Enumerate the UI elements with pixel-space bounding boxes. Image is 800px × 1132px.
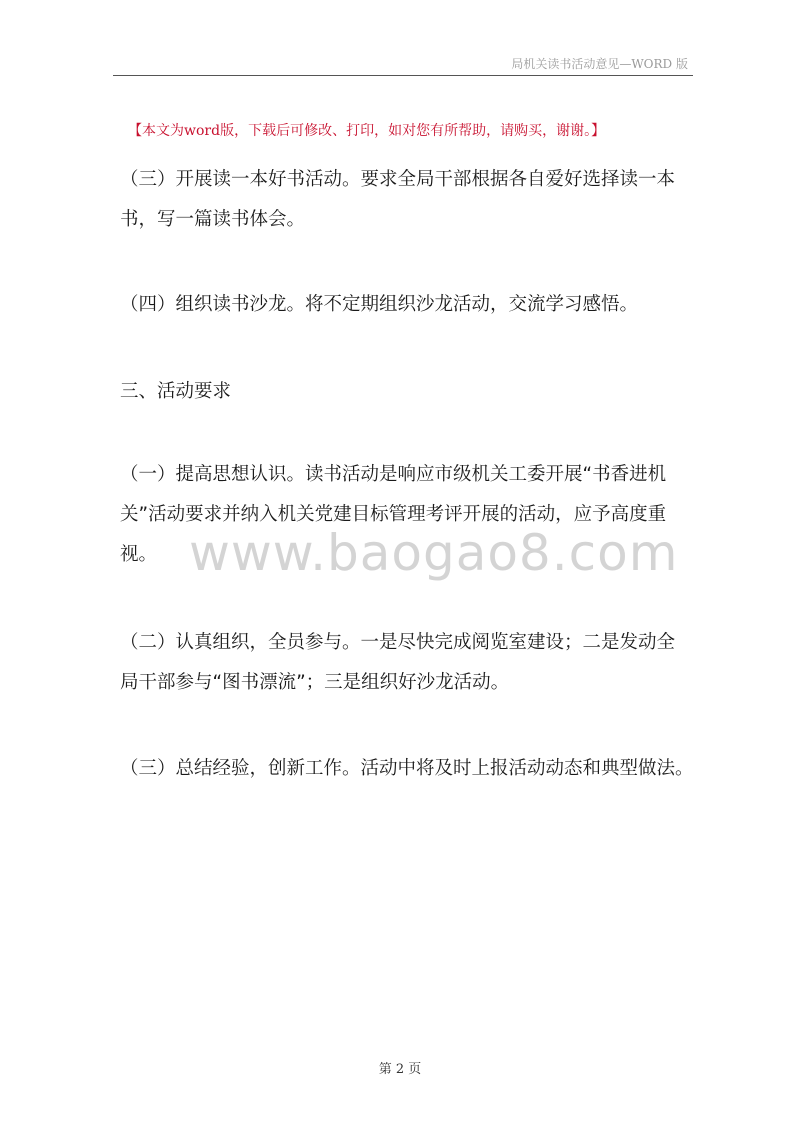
paragraph-line: 局干部参与“图书漂流”；三是组织好沙龙活动。 — [120, 672, 510, 693]
paragraph-organize-carefully — [120, 623, 690, 703]
paragraph-line: （三）总结经验，创新工作。活动中将及时上报活动动态和典型做法。 — [120, 758, 694, 779]
paragraph-reading-salon — [120, 285, 690, 325]
paragraph-line: （一）提高思想认识。读书活动是响应市级机关工委开展“书香进机 — [120, 464, 667, 485]
section-heading: 三、活动要求 — [120, 381, 232, 402]
paragraph-line: 书，写一篇读书体会。 — [120, 209, 306, 230]
paragraph-line: （四）组织读书沙龙。将不定期组织沙龙活动，交流学习感悟。 — [120, 294, 639, 315]
header-divider — [113, 75, 693, 76]
paragraph-raise-awareness — [120, 455, 690, 575]
paragraph-read-one-book — [120, 160, 690, 240]
paragraph-summarize-experience — [120, 749, 694, 789]
paragraph-line: 关”活动要求并纳入机关党建目标管理考评开展的活动，应予高度重 — [120, 504, 667, 525]
paragraph-line: 视。 — [120, 544, 158, 565]
page-number: 第 2 页 — [378, 1062, 422, 1077]
paragraph-line: （二）认真组织，全员参与。一是尽快完成阅览室建设；二是发动全 — [120, 632, 676, 653]
paragraph-line: （三）开展读一本好书活动。要求全局干部根据各自爱好选择读一本 — [120, 169, 676, 190]
download-notice: 【本文为word版，下载后可修改、打印，如对您有所帮助，请购买，谢谢。】 — [128, 123, 606, 139]
header-title: 局机关读书活动意见—WORD 版 — [511, 57, 688, 71]
section-heading-activity-requirements — [120, 372, 690, 412]
watermark: www.baogao8.com — [189, 524, 679, 582]
